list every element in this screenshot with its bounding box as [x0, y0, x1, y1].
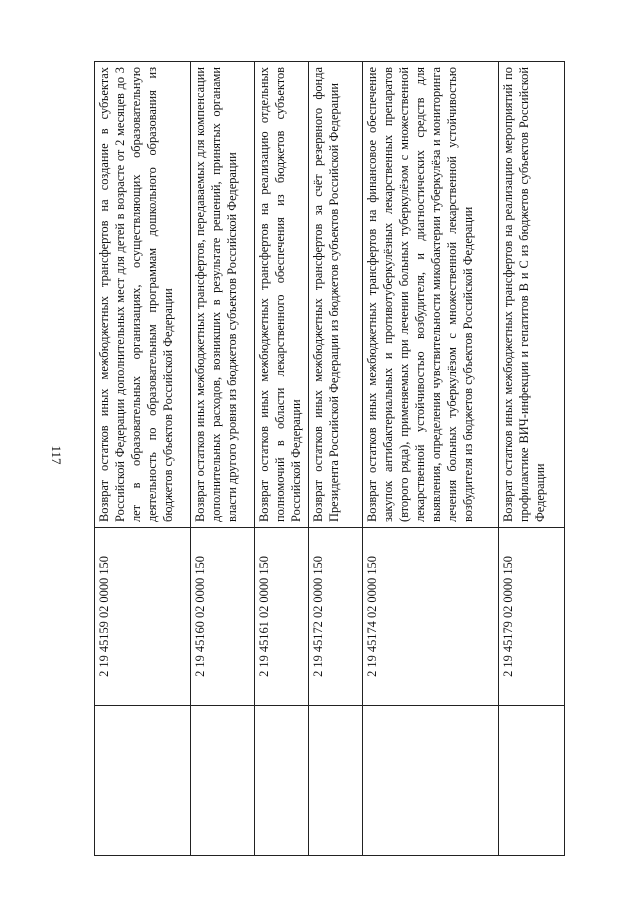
- row-description: Возврат остатков иных межбюджетных трансфертов на создание в субъектах Российской Федерации дополнительных мест для детей в возрасте от 2 месяцев до 3 лет в образовательных организациях, осуществляющих образовательную деятельность по образовательным программам дошкольного образования из бюджетов субъектов Российской Федерации: [95, 62, 191, 528]
- budget-code: 2 19 45172 02 0000 150: [309, 528, 363, 706]
- row-description: Возврат остатков иных межбюджетных трансфертов на финансовое обеспечение закупок антибактериальных и противотуберкулёзных лекарственных препаратов (второго ряда), применяемых при лечении больных туберкулёзом с множественной лекарственной устойчивостью возбудителя, и диагностических средств для выявления, определения чувствительности микобактерии туберкулёза и мониторинга лечения больных туберкулёзом с множественной лекарственной устойчивостью возбудителя из бюджетов субъектов Российской Федерации: [363, 62, 499, 528]
- blank-cell: [95, 706, 191, 856]
- blank-cell: [191, 706, 255, 856]
- budget-code: 2 19 45179 02 0000 150: [499, 528, 565, 706]
- blank-cell: [309, 706, 363, 856]
- page-number: 117: [49, 445, 64, 465]
- row-description: Возврат остатков иных межбюджетных трансфертов за счёт резервного фонда Президента Российской Федерации из бюджетов субъектов Российской Федерации: [309, 62, 363, 528]
- row-description: Возврат остатков иных межбюджетных трансфертов на реализацию отдельных полномочий в области лекарственного обеспечения из бюджетов субъектов Российской Федерации: [255, 62, 309, 528]
- blank-cell: [255, 706, 309, 856]
- row-description: Возврат остатков иных межбюджетных трансфертов, передаваемых для компенсации дополнительных расходов, возникших в результате решений, принятых органами власти другого уровня из бюджетов субъектов Российской Федерации: [191, 62, 255, 528]
- table-row: [363, 62, 499, 856]
- blank-cell: [363, 706, 499, 856]
- table-row: [255, 62, 309, 856]
- budget-code-table: [94, 61, 565, 856]
- table-row: [309, 62, 363, 856]
- budget-code: 2 19 45160 02 0000 150: [191, 528, 255, 706]
- rotated-table-container: [94, 62, 564, 856]
- budget-code: 2 19 45161 02 0000 150: [255, 528, 309, 706]
- budget-code: 2 19 45174 02 0000 150: [363, 528, 499, 706]
- budget-code: 2 19 45159 02 0000 150: [95, 528, 191, 706]
- table-row: [191, 62, 255, 856]
- blank-cell: [499, 706, 565, 856]
- table-row: [95, 62, 191, 856]
- row-description: Возврат остатков иных межбюджетных трансфертов на реализацию мероприятий по профилактике ВИЧ-инфекции и гепатитов B и C из бюджетов субъектов Российской Федерации: [499, 62, 565, 528]
- table-row: [499, 62, 565, 856]
